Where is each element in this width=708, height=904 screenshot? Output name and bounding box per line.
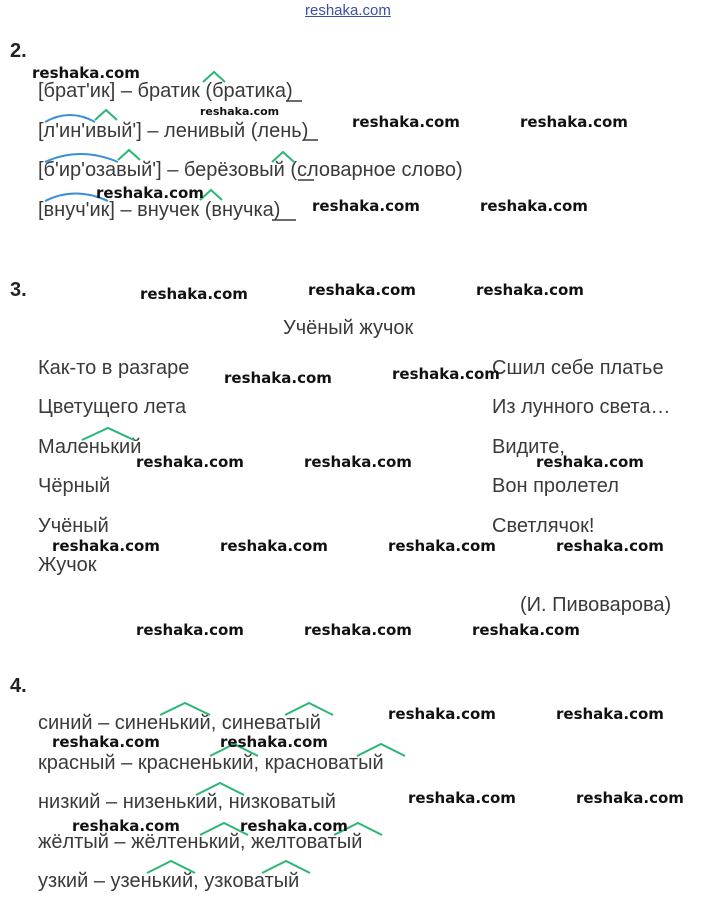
task-2-line-2: [л'ин'ивый'] – ленивый (лень) (38, 120, 309, 142)
watermark: reshaka.com (52, 537, 160, 555)
task-4-line-2: красный – красненький, красноватый (38, 752, 384, 774)
watermark: reshaka.com (220, 537, 328, 555)
task-2-line-3: [б'ир'озавый'] – берёзовый (словарное слово) (38, 159, 463, 181)
watermark: reshaka.com (308, 281, 416, 299)
watermark: reshaka.com (224, 369, 332, 387)
poem-right-line-1: Сшил себе платье (492, 357, 664, 379)
watermark: reshaka.com (536, 453, 644, 471)
task-3-number: 3. (10, 279, 27, 301)
watermark: reshaka.com (72, 817, 180, 835)
task-4-line-5: узкий – узенький, узковатый (38, 870, 300, 892)
watermark: reshaka.com (52, 733, 160, 751)
poem-right-line-4: Вон пролетел (492, 475, 619, 497)
watermark: reshaka.com (136, 621, 244, 639)
task-4-line-3: низкий – низенький, низковатый (38, 791, 336, 813)
poem-right-line-3: Видите, (492, 436, 565, 458)
watermark: reshaka.com (240, 817, 348, 835)
watermark: reshaka.com (220, 733, 328, 751)
suffix-mark (95, 110, 117, 120)
watermark: reshaka.com (32, 64, 140, 82)
poem-left-line-3: Маленький (38, 436, 142, 458)
poem-right-line-2: Из лунного света… (492, 396, 671, 418)
poem-left-line-6: Жучок (38, 554, 97, 576)
watermark: reshaka.com (472, 621, 580, 639)
site-link[interactable]: reshaka.com (305, 2, 391, 19)
watermark: reshaka.com (140, 285, 248, 303)
task-4-line-4: жёлтый – жёлтенький, желтоватый (38, 831, 363, 853)
watermark: reshaka.com (352, 113, 460, 131)
poem-left-line-1: Как-то в разгаре (38, 357, 190, 379)
task-4-line-1: синий – синенький, синеватый (38, 712, 321, 734)
watermark: reshaka.com (388, 705, 496, 723)
watermark: reshaka.com (312, 197, 420, 215)
task-2-line-1: [брат'ик] – братик (братика) (38, 80, 293, 102)
watermark: reshaka.com (576, 789, 684, 807)
task-2-number: 2. (10, 40, 27, 62)
poem-left-line-4: Чёрный (38, 475, 111, 497)
watermark: reshaka.com (556, 705, 664, 723)
task-4-number: 4. (10, 675, 27, 697)
watermark: reshaka.com (392, 365, 500, 383)
watermark: reshaka.com (304, 621, 412, 639)
watermark: reshaka.com (136, 453, 244, 471)
poem-author: (И. Пивоварова) (520, 594, 672, 616)
watermark: reshaka.com (520, 113, 628, 131)
poem-right-line-5: Светлячок! (492, 515, 595, 537)
watermark: reshaka.com (480, 197, 588, 215)
watermark: reshaka.com (200, 105, 280, 118)
poem-left-line-5: Учёный (38, 515, 109, 537)
watermark: reshaka.com (476, 281, 584, 299)
task-2-line-4: [внуч'ик] – внучек (внучка) (38, 199, 281, 221)
watermark: reshaka.com (96, 184, 204, 202)
poem-title: Учёный жучок (283, 317, 414, 339)
watermark: reshaka.com (388, 537, 496, 555)
watermark: reshaka.com (304, 453, 412, 471)
watermark: reshaka.com (408, 789, 516, 807)
watermark: reshaka.com (556, 537, 664, 555)
poem-left-line-2: Цветущего лета (38, 396, 187, 418)
